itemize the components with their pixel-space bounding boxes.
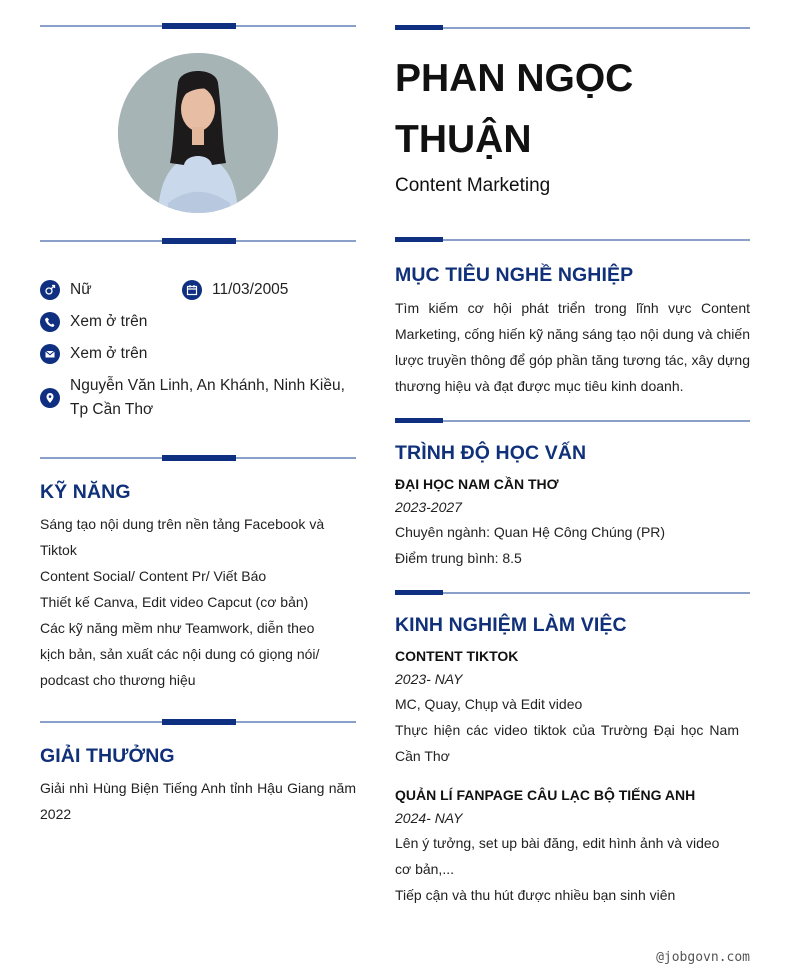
skills-list bbox=[40, 511, 340, 693]
list-item: Sáng tạo nội dung trên nền tảng Facebook và Tiktok bbox=[40, 516, 325, 558]
mail-icon bbox=[40, 344, 60, 364]
divider bbox=[395, 24, 750, 32]
education-details bbox=[395, 519, 750, 571]
divider bbox=[40, 237, 356, 245]
list-item: Giải nhì Hùng Biện Tiếng Anh tỉnh Hậu Giang năm 2022 bbox=[40, 780, 356, 822]
location-pin-icon bbox=[40, 388, 60, 408]
list-item: Điểm trung bình: 8.5 bbox=[395, 550, 522, 566]
list-item: MC, Quay, Chụp và Edit video bbox=[395, 696, 583, 712]
education-years: 2023-2027 bbox=[395, 499, 462, 515]
profile-photo bbox=[118, 53, 278, 213]
list-item: Lên ý tưởng, set up bài đăng, edit hình ảnh và video cơ bản,... bbox=[395, 835, 720, 877]
list-item: Thực hiện các video tiktok của Trường Đại học Nam Cần Thơ bbox=[395, 722, 739, 764]
list-item: Thiết kế Canva, Edit video Capcut (cơ bản) bbox=[40, 594, 309, 610]
gender-value: Nữ bbox=[70, 281, 92, 298]
divider bbox=[395, 589, 750, 597]
gender-row bbox=[40, 278, 92, 302]
job-details bbox=[395, 691, 739, 769]
awards-title: GIẢI THƯỞNG bbox=[40, 745, 175, 767]
birthday-value: 11/03/2005 bbox=[212, 281, 289, 298]
awards-list bbox=[40, 775, 356, 827]
candidate-role: Content Marketing bbox=[395, 175, 551, 196]
phone-value: Xem ở trên bbox=[70, 313, 148, 330]
address-value: Nguyễn Văn Linh, An Khánh, Ninh Kiều, Tp Cần Thơ bbox=[70, 377, 345, 418]
divider bbox=[40, 718, 356, 726]
job-details bbox=[395, 830, 739, 908]
skills-title: KỸ NĂNG bbox=[40, 481, 131, 503]
list-item: Các kỹ năng mềm như Teamwork, diễn theo kịch bản, sản xuất các nội dung có giọng nói/ podcast cho thương hiệu bbox=[40, 620, 320, 688]
address-row bbox=[40, 374, 356, 422]
objective-text: Tìm kiếm cơ hội phát triển trong lĩnh vực Content Marketing, cống hiến kỹ năng sáng tạo nội dung và chiến lược truyền thông để góp phần tăng tương tác, xây dựng thương hiệu và đạt được mục tiêu kinh doanh. bbox=[395, 300, 750, 394]
education-title: TRÌNH ĐỘ HỌC VẤN bbox=[395, 442, 587, 464]
divider bbox=[40, 454, 356, 462]
email-value: Xem ở trên bbox=[70, 345, 148, 362]
gender-icon bbox=[40, 280, 60, 300]
divider bbox=[395, 417, 750, 425]
phone-icon bbox=[40, 312, 60, 332]
site-watermark: @jobgovn.com bbox=[656, 950, 750, 965]
job-years: 2023- NAY bbox=[395, 671, 463, 687]
list-item: Tiếp cận và thu hút được nhiều bạn sinh viên bbox=[395, 887, 676, 903]
list-item: Chuyên ngành: Quan Hệ Công Chúng (PR) bbox=[395, 524, 666, 540]
divider bbox=[395, 236, 750, 244]
birthday-row bbox=[182, 278, 288, 302]
calendar-icon bbox=[182, 280, 202, 300]
divider bbox=[40, 22, 356, 30]
job-org: CONTENT TIKTOK bbox=[395, 648, 519, 664]
objective-title: MỤC TIÊU NGHỀ NGHIỆP bbox=[395, 264, 634, 286]
phone-row bbox=[40, 310, 147, 334]
email-row bbox=[40, 342, 147, 366]
experience-title: KINH NGHIỆM LÀM VIỆC bbox=[395, 614, 627, 636]
job-org: QUẢN LÍ FANPAGE CÂU LẠC BỘ TIẾNG ANH bbox=[395, 787, 696, 803]
job-years: 2024- NAY bbox=[395, 810, 463, 826]
list-item: Content Social/ Content Pr/ Viết Báo bbox=[40, 568, 267, 584]
education-school: ĐẠI HỌC NAM CẦN THƠ bbox=[395, 476, 559, 492]
candidate-name: PHAN NGỌC THUẬN bbox=[395, 57, 634, 161]
